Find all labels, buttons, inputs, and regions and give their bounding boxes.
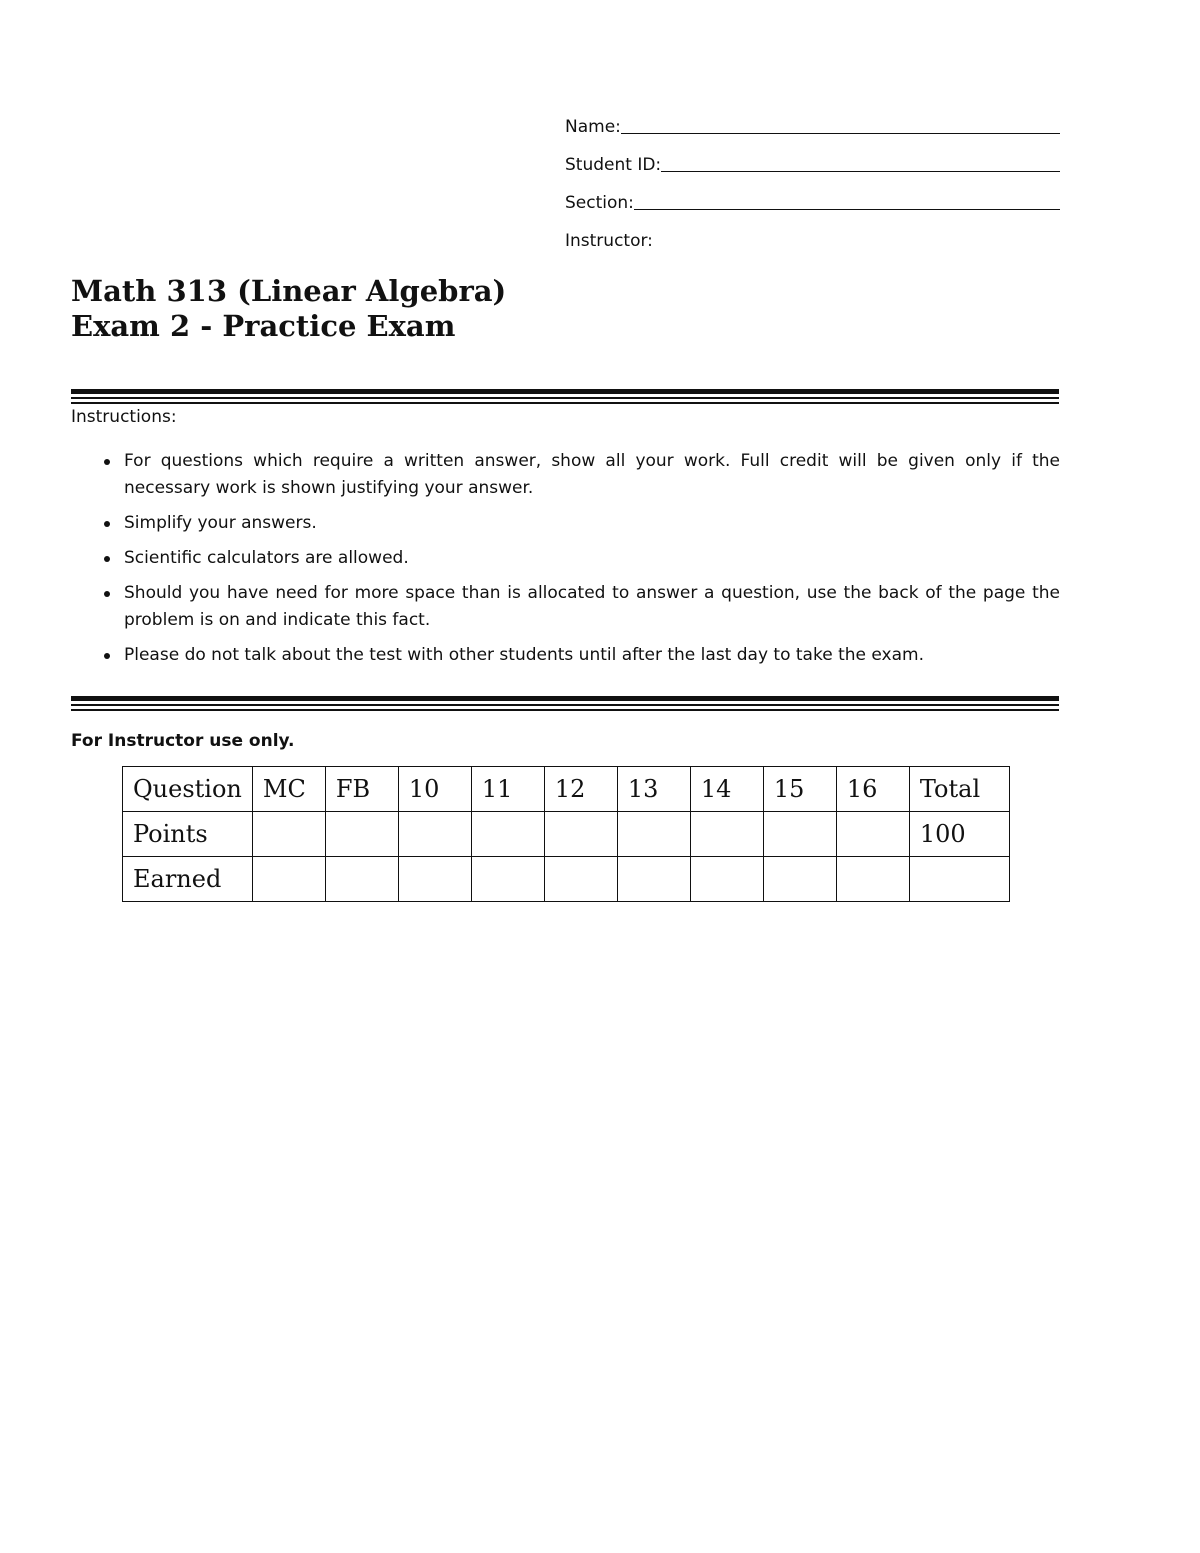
table-cell (398, 857, 471, 902)
course-title: Math 313 (Linear Algebra) (71, 274, 507, 308)
name-label: Name: (565, 117, 621, 137)
table-cell: 15 (763, 767, 836, 812)
exam-subtitle: Exam 2 - Practice Exam (71, 309, 456, 343)
table-cell (471, 812, 544, 857)
table-cell (690, 857, 763, 902)
table-cell: Question (123, 767, 253, 812)
table-cell: 11 (471, 767, 544, 812)
bullet-icon (104, 521, 110, 527)
table-cell (398, 812, 471, 857)
table-cell (325, 812, 398, 857)
table-cell (763, 857, 836, 902)
bottom-divider (71, 696, 1059, 711)
table-cell (325, 857, 398, 902)
instructor-label: Instructor: (565, 231, 653, 251)
table-cell: 10 (398, 767, 471, 812)
table-cell (617, 857, 690, 902)
instruction-text: Should you have need for more space than is allocated to answer a question, use the back of the page the problem is on and indicate this fact. (124, 583, 1060, 630)
section-field[interactable] (634, 208, 1060, 210)
instruction-text: Please do not talk about the test with other students until after the last day to take the exam. (124, 645, 924, 665)
table-cell (471, 857, 544, 902)
instructions-list (100, 448, 1060, 677)
instruction-text: Scientific calculators are allowed. (124, 548, 409, 568)
student-id-label: Student ID: (565, 155, 662, 175)
table-row (123, 812, 1010, 857)
table-cell (909, 857, 1009, 902)
table-cell (690, 812, 763, 857)
table-cell (836, 857, 909, 902)
instruction-item (100, 642, 1060, 669)
instructor-use-heading: For Instructor use only. (71, 731, 295, 751)
table-cell: 16 (836, 767, 909, 812)
instruction-item (100, 510, 1060, 537)
instruction-item (100, 545, 1060, 572)
top-divider (71, 389, 1059, 404)
table-cell: Total (909, 767, 1009, 812)
table-cell: MC (252, 767, 325, 812)
instruction-item (100, 448, 1060, 502)
table-cell (617, 812, 690, 857)
section-row (565, 176, 1060, 214)
table-cell: 12 (544, 767, 617, 812)
name-field[interactable] (621, 132, 1060, 134)
table-cell: FB (325, 767, 398, 812)
table-cell: 14 (690, 767, 763, 812)
exam-title (71, 274, 506, 344)
bullet-icon (104, 459, 110, 465)
table-cell (544, 812, 617, 857)
section-label: Section: (565, 193, 634, 213)
student-info-block (565, 100, 1060, 252)
table-cell (252, 857, 325, 902)
student-id-row (565, 138, 1060, 176)
table-cell (763, 812, 836, 857)
table-cell: Points (123, 812, 253, 857)
bullet-icon (104, 556, 110, 562)
bullet-icon (104, 653, 110, 659)
instruction-text: Simplify your answers. (124, 513, 317, 533)
student-id-field[interactable] (661, 170, 1060, 172)
name-row (565, 100, 1060, 138)
table-cell: 13 (617, 767, 690, 812)
table-cell (544, 857, 617, 902)
instructions-heading: Instructions: (71, 407, 177, 427)
instruction-item (100, 580, 1060, 634)
table-cell: 100 (909, 812, 1009, 857)
grade-table (122, 766, 1010, 902)
table-cell (836, 812, 909, 857)
table-header-row (123, 767, 1010, 812)
instructor-row (565, 214, 1060, 252)
table-cell (252, 812, 325, 857)
table-cell: Earned (123, 857, 253, 902)
bullet-icon (104, 591, 110, 597)
table-row (123, 857, 1010, 902)
instruction-text: For questions which require a written answer, show all your work. Full credit will be given only if the necessary work is shown justifying your answer. (124, 451, 1060, 498)
